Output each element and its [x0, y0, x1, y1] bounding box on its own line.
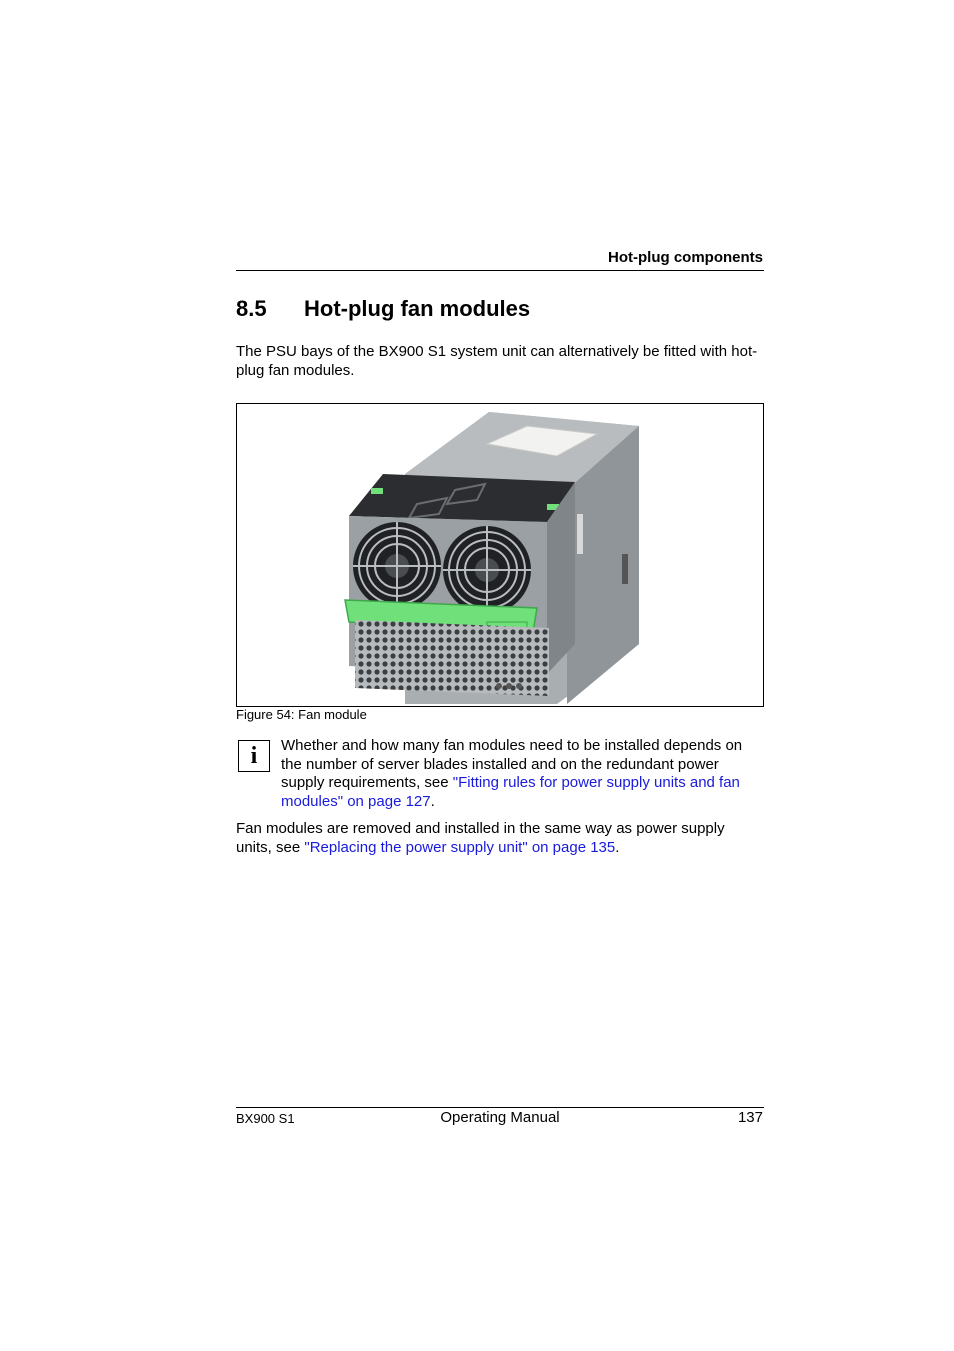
section-number: 8.5	[236, 296, 267, 321]
side-connector	[577, 514, 583, 554]
note-text-end: .	[430, 792, 435, 810]
fitting-rules-link[interactable]: "Fitting rules for power supply units and fan modules" on page 127	[281, 774, 740, 810]
status-led	[516, 683, 522, 689]
status-led	[496, 683, 502, 689]
side-latch	[622, 554, 628, 584]
footer-manual-title: Operating Manual	[440, 1109, 560, 1126]
intro-paragraph: The PSU bays of the BX900 S1 system unit can alternatively be fitted with hot-plug fan modules.	[236, 343, 758, 379]
section-heading	[236, 295, 530, 323]
footer-product: BX900 S1	[236, 1111, 295, 1126]
green-clip	[371, 488, 383, 494]
fan-module-top-panel	[349, 474, 575, 522]
info-glyph: i	[250, 743, 258, 769]
footer-rule	[236, 1107, 764, 1108]
figure-caption: Figure 54: Fan module	[236, 707, 367, 722]
status-led	[506, 683, 512, 689]
removal-text: Fan modules are removed and installed in the same way as power supply units, see	[236, 820, 725, 856]
removal-paragraph	[236, 820, 764, 857]
header-rule	[236, 270, 764, 271]
page-number: 137	[737, 1109, 763, 1126]
info-note	[281, 737, 764, 811]
info-icon	[238, 740, 270, 772]
figure-frame	[236, 403, 764, 707]
running-header: Hot-plug components	[608, 249, 763, 266]
section-title: Hot-plug fan modules	[304, 296, 531, 321]
note-text: Whether and how many fan modules need to be installed depends on the number of server blades installed and on the redundant power supply requirements, see	[281, 737, 743, 791]
fan-right	[443, 526, 531, 614]
replacing-psu-link[interactable]: "Replacing the power supply unit" on page 135	[304, 838, 616, 856]
removal-text-end: .	[615, 838, 620, 856]
fan-module-illustration	[237, 404, 763, 706]
fan-left	[353, 522, 441, 610]
